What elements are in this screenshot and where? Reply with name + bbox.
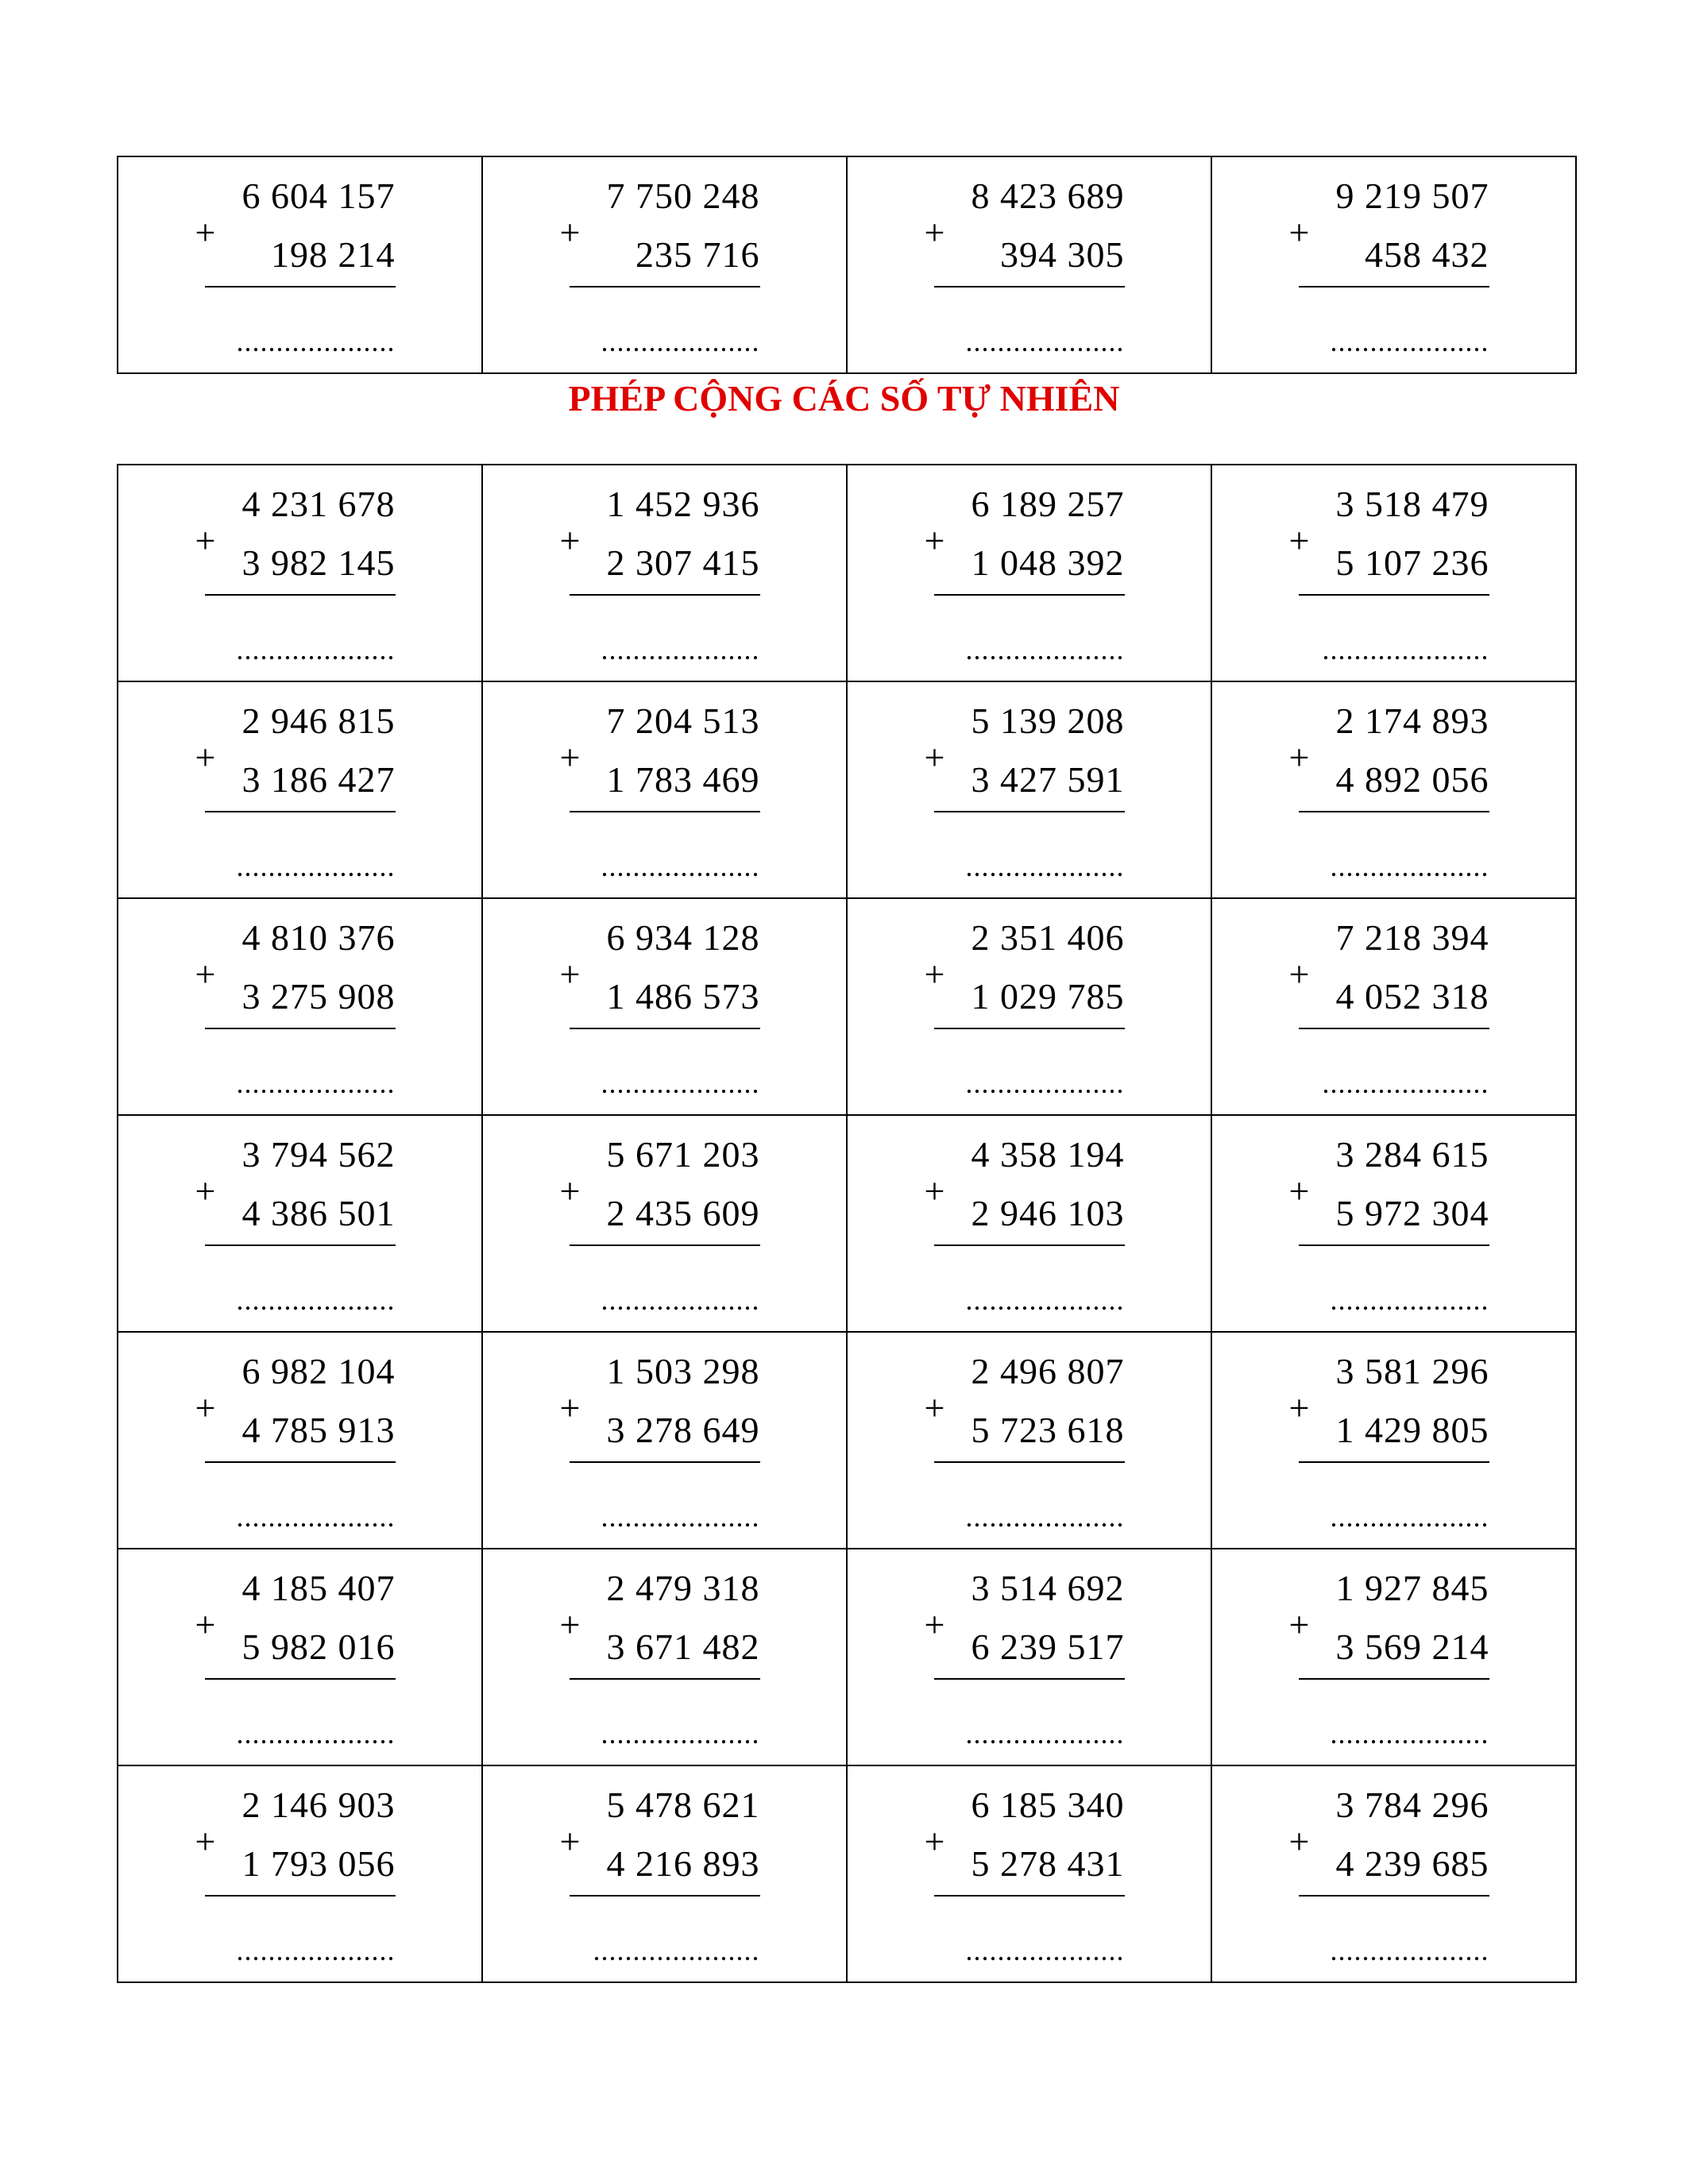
sum-line <box>934 811 1125 812</box>
column-addition <box>924 1342 1125 1533</box>
answer-blank[interactable]: .................... <box>236 1718 396 1750</box>
column-addition <box>195 909 396 1099</box>
first-addend: 2 496 807 <box>971 1351 1125 1391</box>
first-addend: 3 518 479 <box>1335 484 1489 524</box>
answer-blank[interactable]: .................... <box>1330 1284 1489 1316</box>
sum-line <box>1299 1895 1489 1897</box>
answer-blank[interactable]: .................... <box>1330 326 1489 357</box>
answer-blank[interactable]: .................... <box>236 1935 396 1966</box>
addition-problem <box>1212 1116 1575 1331</box>
problem-cell <box>1211 1332 1576 1549</box>
second-addend: 3 671 482 <box>606 1626 760 1667</box>
plus-sign: + <box>195 1604 216 1645</box>
answer-blank[interactable]: .................... <box>601 326 760 357</box>
first-addend: 3 784 296 <box>1335 1785 1489 1825</box>
plus-sign: + <box>924 212 945 253</box>
answer-blank[interactable]: .................... <box>601 1718 760 1750</box>
first-addend: 4 231 678 <box>241 484 396 524</box>
column-addition <box>924 167 1125 357</box>
problem-cell <box>118 681 482 898</box>
answer-blank[interactable]: .................... <box>236 1067 396 1099</box>
first-addend: 6 982 104 <box>241 1351 396 1391</box>
first-addend: 1 503 298 <box>606 1351 760 1391</box>
problem-cell <box>847 156 1211 373</box>
sum-line <box>205 1461 396 1463</box>
problem-cell <box>118 1549 482 1765</box>
problem-cell <box>847 681 1211 898</box>
plus-sign: + <box>924 1171 945 1211</box>
first-addend: 4 358 194 <box>971 1134 1125 1175</box>
first-addend: 3 794 562 <box>241 1134 396 1175</box>
problem-cell <box>1211 1115 1576 1332</box>
plus-sign: + <box>559 954 581 994</box>
column-addition <box>195 1776 396 1966</box>
column-addition <box>559 909 760 1099</box>
second-addend: 5 278 431 <box>971 1843 1125 1884</box>
answer-blank[interactable]: .................... <box>601 634 760 666</box>
problem-cell <box>482 681 847 898</box>
column-addition <box>924 909 1125 1099</box>
second-addend: 4 052 318 <box>1335 976 1489 1017</box>
problem-cell <box>847 1115 1211 1332</box>
first-addend: 3 284 615 <box>1335 1134 1489 1175</box>
problem-cell <box>482 898 847 1115</box>
sum-line <box>1299 286 1489 287</box>
sum-line <box>570 286 760 287</box>
plus-sign: + <box>1288 1604 1310 1645</box>
sum-line <box>1299 811 1489 812</box>
problem-cell <box>847 1765 1211 1982</box>
sum-line <box>570 1678 760 1680</box>
addition-problem <box>483 1116 846 1331</box>
problem-cell <box>847 465 1211 681</box>
plus-sign: + <box>195 520 216 561</box>
column-addition <box>559 692 760 882</box>
problem-row <box>118 1115 1576 1332</box>
column-addition <box>1288 692 1489 882</box>
addition-problem <box>848 1549 1211 1765</box>
plus-sign: + <box>559 1604 581 1645</box>
first-addend: 2 174 893 <box>1335 700 1489 741</box>
problem-cell <box>482 156 847 373</box>
problem-cell <box>118 1332 482 1549</box>
answer-blank[interactable]: .................... <box>236 326 396 357</box>
answer-blank[interactable]: .................... <box>965 1501 1125 1533</box>
addition-problem-table <box>117 464 1577 1983</box>
sum-line <box>1299 1678 1489 1680</box>
plus-sign: + <box>559 1171 581 1211</box>
column-addition <box>559 1342 760 1533</box>
problem-cell <box>1211 156 1576 373</box>
second-addend: 1 029 785 <box>971 976 1125 1017</box>
plus-sign: + <box>195 212 216 253</box>
second-addend: 3 278 649 <box>606 1410 760 1450</box>
second-addend: 6 239 517 <box>971 1626 1125 1667</box>
sum-line <box>205 811 396 812</box>
column-addition <box>1288 909 1489 1099</box>
top-problem-table <box>117 156 1577 374</box>
first-addend: 1 452 936 <box>606 484 760 524</box>
sum-line <box>570 594 760 596</box>
plus-sign: + <box>924 1821 945 1862</box>
answer-blank[interactable]: ..................... <box>593 1935 760 1966</box>
plus-sign: + <box>1288 954 1310 994</box>
first-addend: 7 218 394 <box>1335 917 1489 958</box>
sum-line <box>934 286 1125 287</box>
addition-problem <box>483 682 846 897</box>
answer-blank[interactable]: .................... <box>236 1501 396 1533</box>
answer-blank[interactable]: .................... <box>601 851 760 882</box>
problem-row <box>118 898 1576 1115</box>
answer-blank[interactable]: ..................... <box>1322 1067 1489 1099</box>
second-addend: 1 793 056 <box>241 1843 396 1884</box>
first-addend: 8 423 689 <box>971 176 1125 216</box>
answer-blank[interactable]: .................... <box>1330 851 1489 882</box>
second-addend: 4 785 913 <box>241 1410 396 1450</box>
column-addition <box>195 692 396 882</box>
sum-line <box>934 1028 1125 1029</box>
plus-sign: + <box>559 1387 581 1428</box>
problem-row <box>118 1549 1576 1765</box>
problem-row <box>118 1765 1576 1982</box>
plus-sign: + <box>559 737 581 778</box>
addition-problem <box>118 157 481 372</box>
first-addend: 6 604 157 <box>241 176 396 216</box>
answer-blank[interactable]: .................... <box>965 1284 1125 1316</box>
addition-problem <box>848 1333 1211 1548</box>
first-addend: 3 514 692 <box>971 1568 1125 1608</box>
column-addition <box>1288 475 1489 666</box>
column-addition <box>1288 1125 1489 1316</box>
first-addend: 6 189 257 <box>971 484 1125 524</box>
addition-problem <box>483 465 846 681</box>
column-addition <box>924 475 1125 666</box>
column-addition <box>924 1559 1125 1750</box>
problem-cell <box>847 1549 1211 1765</box>
second-addend: 394 305 <box>1000 234 1125 275</box>
addition-problem <box>483 157 846 372</box>
second-addend: 4 239 685 <box>1335 1843 1489 1884</box>
column-addition <box>559 1776 760 1966</box>
second-addend: 4 216 893 <box>606 1843 760 1884</box>
answer-blank[interactable]: .................... <box>601 1501 760 1533</box>
answer-blank[interactable]: .................... <box>1330 1935 1489 1966</box>
second-addend: 3 427 591 <box>971 759 1125 800</box>
answer-blank[interactable]: .................... <box>1330 1718 1489 1750</box>
plus-sign: + <box>195 954 216 994</box>
addition-problem <box>848 1766 1211 1981</box>
sum-line <box>205 286 396 287</box>
column-addition <box>924 1125 1125 1316</box>
column-addition <box>559 1559 760 1750</box>
problem-row <box>118 681 1576 898</box>
second-addend: 2 435 609 <box>606 1193 760 1233</box>
second-addend: 235 716 <box>635 234 760 275</box>
second-addend: 1 048 392 <box>971 542 1125 583</box>
second-addend: 1 486 573 <box>606 976 760 1017</box>
first-addend: 1 927 845 <box>1335 1568 1489 1608</box>
first-addend: 6 934 128 <box>606 917 760 958</box>
answer-blank[interactable]: .................... <box>601 1067 760 1099</box>
problem-row <box>118 465 1576 681</box>
plus-sign: + <box>1288 520 1310 561</box>
sum-line <box>205 1895 396 1897</box>
problem-cell <box>118 898 482 1115</box>
second-addend: 1 783 469 <box>606 759 760 800</box>
second-addend: 3 982 145 <box>241 542 396 583</box>
second-addend: 5 723 618 <box>971 1410 1125 1450</box>
plus-sign: + <box>559 212 581 253</box>
plus-sign: + <box>1288 212 1310 253</box>
sum-line <box>570 1244 760 1246</box>
first-addend: 4 810 376 <box>241 917 396 958</box>
sum-line <box>205 1028 396 1029</box>
first-addend: 2 351 406 <box>971 917 1125 958</box>
addition-problem <box>118 682 481 897</box>
column-addition <box>924 692 1125 882</box>
problem-cell <box>118 465 482 681</box>
plus-sign: + <box>195 1821 216 1862</box>
column-addition <box>195 1342 396 1533</box>
plus-sign: + <box>1288 1821 1310 1862</box>
second-addend: 5 972 304 <box>1335 1193 1489 1233</box>
sum-line <box>1299 1461 1489 1463</box>
addition-problem <box>118 1766 481 1981</box>
first-addend: 2 146 903 <box>241 1785 396 1825</box>
sum-line <box>570 1461 760 1463</box>
sum-line <box>1299 1028 1489 1029</box>
problem-cell <box>1211 681 1576 898</box>
column-addition <box>1288 1342 1489 1533</box>
answer-blank[interactable]: .................... <box>965 634 1125 666</box>
addition-problem <box>1212 682 1575 897</box>
plus-sign: + <box>1288 1171 1310 1211</box>
first-addend: 2 479 318 <box>606 1568 760 1608</box>
column-addition <box>559 1125 760 1316</box>
problem-cell <box>1211 898 1576 1115</box>
sum-line <box>934 1244 1125 1246</box>
problem-cell <box>482 1765 847 1982</box>
sum-line <box>934 1678 1125 1680</box>
first-addend: 5 671 203 <box>606 1134 760 1175</box>
first-addend: 3 581 296 <box>1335 1351 1489 1391</box>
column-addition <box>559 475 760 666</box>
column-addition <box>1288 1776 1489 1966</box>
column-addition <box>195 1125 396 1316</box>
addition-problem <box>118 1549 481 1765</box>
column-addition <box>195 167 396 357</box>
addition-problem <box>1212 465 1575 681</box>
addition-problem <box>118 465 481 681</box>
plus-sign: + <box>559 1821 581 1862</box>
addition-problem <box>848 157 1211 372</box>
addition-problem <box>1212 157 1575 372</box>
second-addend: 3 569 214 <box>1335 1626 1489 1667</box>
addition-problem <box>1212 1766 1575 1981</box>
problem-cell <box>482 1332 847 1549</box>
second-addend: 198 214 <box>271 234 396 275</box>
problem-cell <box>482 1549 847 1765</box>
answer-blank[interactable]: .................... <box>965 1935 1125 1966</box>
addition-problem <box>483 899 846 1114</box>
addition-problem <box>1212 1333 1575 1548</box>
addition-problem <box>118 1333 481 1548</box>
answer-blank[interactable]: ..................... <box>1322 634 1489 666</box>
addition-problem <box>848 465 1211 681</box>
answer-blank[interactable]: .................... <box>1330 1501 1489 1533</box>
top-problem-row <box>118 156 1576 373</box>
sum-line <box>934 594 1125 596</box>
problem-row <box>118 1332 1576 1549</box>
problem-cell <box>118 1765 482 1982</box>
addition-problem <box>483 1766 846 1981</box>
column-addition <box>195 475 396 666</box>
first-addend: 7 204 513 <box>606 700 760 741</box>
answer-blank[interactable]: .................... <box>601 1284 760 1316</box>
addition-problem <box>848 1116 1211 1331</box>
second-addend: 1 429 805 <box>1335 1410 1489 1450</box>
sum-line <box>934 1461 1125 1463</box>
first-addend: 6 185 340 <box>971 1785 1125 1825</box>
sum-line <box>205 594 396 596</box>
plus-sign: + <box>924 954 945 994</box>
second-addend: 5 982 016 <box>241 1626 396 1667</box>
addition-problem <box>848 682 1211 897</box>
plus-sign: + <box>195 1387 216 1428</box>
addition-problem <box>483 1333 846 1548</box>
answer-blank[interactable]: .................... <box>965 1067 1125 1099</box>
second-addend: 3 275 908 <box>241 976 396 1017</box>
plus-sign: + <box>924 737 945 778</box>
answer-blank[interactable]: .................... <box>965 851 1125 882</box>
answer-blank[interactable]: .................... <box>965 326 1125 357</box>
column-addition <box>1288 167 1489 357</box>
first-addend: 2 946 815 <box>241 700 396 741</box>
second-addend: 2 946 103 <box>971 1193 1125 1233</box>
addition-problem <box>483 1549 846 1765</box>
second-addend: 458 432 <box>1365 234 1489 275</box>
answer-blank[interactable]: .................... <box>236 1284 396 1316</box>
sum-line <box>1299 594 1489 596</box>
column-addition <box>559 167 760 357</box>
addition-problem <box>118 1116 481 1331</box>
second-addend: 4 386 501 <box>241 1193 396 1233</box>
sum-line <box>570 1895 760 1897</box>
second-addend: 3 186 427 <box>241 759 396 800</box>
first-addend: 4 185 407 <box>241 1568 396 1608</box>
addition-problem <box>848 899 1211 1114</box>
plus-sign: + <box>924 1604 945 1645</box>
second-addend: 4 892 056 <box>1335 759 1489 800</box>
worksheet-title: PHÉP CỘNG CÁC SỐ TỰ NHIÊN <box>568 378 1120 419</box>
second-addend: 5 107 236 <box>1335 542 1489 583</box>
plus-sign: + <box>195 737 216 778</box>
addition-problem <box>1212 1549 1575 1765</box>
sum-line <box>934 1895 1125 1897</box>
sum-line <box>1299 1244 1489 1246</box>
plus-sign: + <box>559 520 581 561</box>
addition-problem <box>1212 899 1575 1114</box>
first-addend: 5 139 208 <box>971 700 1125 741</box>
plus-sign: + <box>1288 737 1310 778</box>
addition-problem <box>118 899 481 1114</box>
plus-sign: + <box>1288 1387 1310 1428</box>
problem-cell <box>847 898 1211 1115</box>
problem-cell <box>847 1332 1211 1549</box>
answer-blank[interactable]: .................... <box>236 851 396 882</box>
sum-line <box>205 1678 396 1680</box>
second-addend: 2 307 415 <box>606 542 760 583</box>
problem-cell <box>118 1115 482 1332</box>
problem-cell <box>1211 465 1576 681</box>
plus-sign: + <box>195 1171 216 1211</box>
problem-cell <box>482 465 847 681</box>
problem-cell <box>1211 1765 1576 1982</box>
first-addend: 9 219 507 <box>1335 176 1489 216</box>
problem-cell <box>1211 1549 1576 1765</box>
problem-cell <box>482 1115 847 1332</box>
plus-sign: + <box>924 1387 945 1428</box>
sum-line <box>205 1244 396 1246</box>
sum-line <box>570 811 760 812</box>
problem-cell <box>118 156 482 373</box>
plus-sign: + <box>924 520 945 561</box>
sum-line <box>570 1028 760 1029</box>
first-addend: 5 478 621 <box>606 1785 760 1825</box>
first-addend: 7 750 248 <box>606 176 760 216</box>
column-addition <box>924 1776 1125 1966</box>
answer-blank[interactable]: .................... <box>965 1718 1125 1750</box>
column-addition <box>1288 1559 1489 1750</box>
answer-blank[interactable]: .................... <box>236 634 396 666</box>
column-addition <box>195 1559 396 1750</box>
